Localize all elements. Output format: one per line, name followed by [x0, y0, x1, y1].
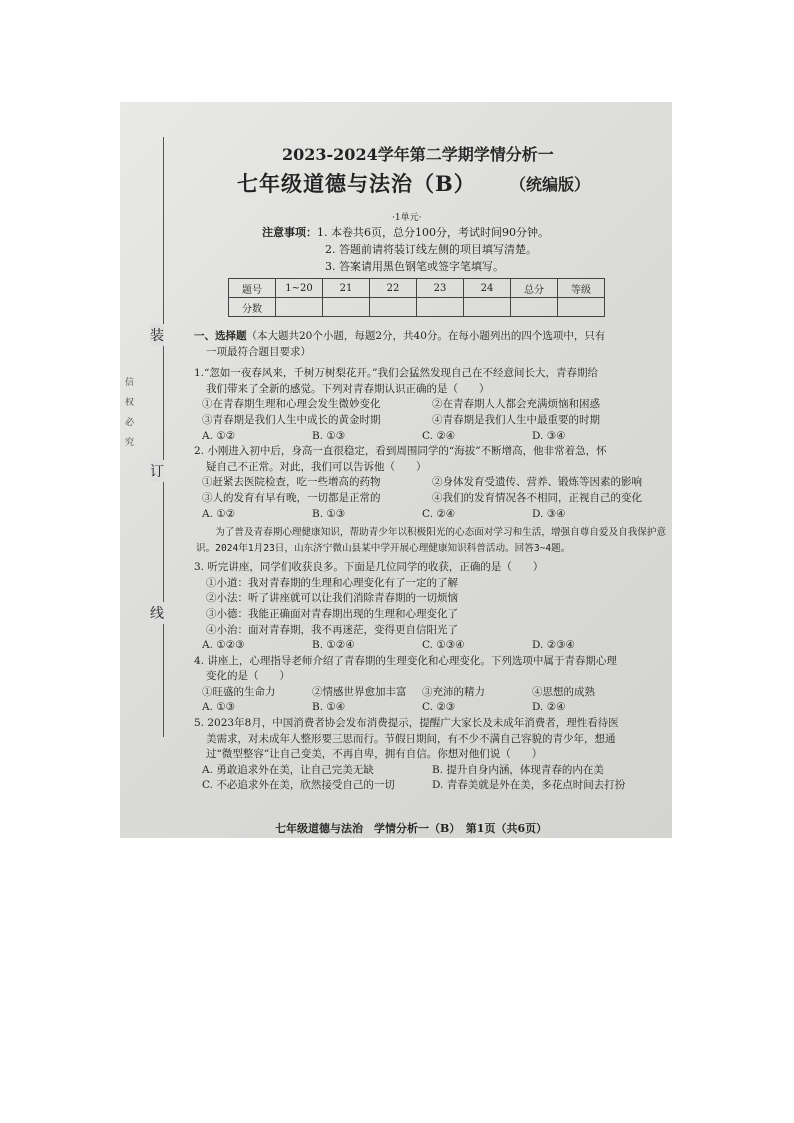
q2-statement: ②身体发育受遗传、营养、锻炼等因素的影响: [432, 476, 642, 489]
exam-subject-title: 七年级道德与法治（B）: [237, 171, 476, 196]
q1-statement: ②在青春期人人都会充满烦恼和困惑: [432, 398, 600, 411]
score-cell[interactable]: [417, 298, 464, 317]
q2-stem-cont: 疑自己不正常。对此，我们可以告诉他（ ）: [206, 460, 427, 473]
q5-option-a: A. 勇敢追求外在美，让自己完美无缺: [202, 763, 374, 776]
q2-statement: ④我们的发育情况各不相同，正视自己的变化: [432, 491, 642, 504]
binding-char-ding: 订: [150, 460, 164, 482]
q3-option-b: B. ①②④: [312, 639, 355, 652]
q1-option-a: A. ①②: [202, 429, 236, 442]
exam-unit: ·1单元·: [392, 213, 422, 223]
q3-option-c: C. ①③④: [422, 639, 465, 652]
q1-statement: ①在青春期生理和心理会发生微妙变化: [202, 398, 381, 411]
q2-option-b: B. ①③: [312, 507, 346, 520]
q5-stem-cont: 过“微型整容”让自己变美，不再自卑，拥有自信。你想对他们说（ ）: [206, 748, 543, 761]
exam-edition: （统编版）: [510, 175, 591, 194]
q3-statement: ②小法：听了讲座就可以让我们消除青春期的一切烦恼: [206, 592, 458, 605]
score-cell[interactable]: [558, 298, 605, 317]
q5-option-d: D. 青春美就是外在美，多花点时间去打扮: [432, 779, 626, 792]
q4-option-a: A. ①③: [202, 701, 236, 714]
q1-option-b: B. ①③: [312, 429, 346, 442]
score-cell[interactable]: [323, 298, 370, 317]
notice-block: [262, 224, 549, 275]
q1-option-d: D. ③④: [532, 429, 566, 442]
exam-term-title: 2023-2024学年第二学期学情分析一: [282, 145, 554, 164]
q3-statement: ①小道：我对青春期的生理和心理变化有了一定的了解: [206, 576, 458, 589]
material-passage: 为了普及青春期心理健康知识，帮助青少年以积极阳光的心态面对学习和生活，增强自尊自爱及自我保护意识。2024年1月23日，山东济宁微山县某中学开展心理健康知识科普活动。回答3~4题。: [196, 527, 667, 555]
q4-option-b: B. ①④: [312, 701, 346, 714]
score-header-cell: 21: [323, 279, 370, 298]
score-header-cell: 总分: [511, 279, 558, 298]
q1-stem-cont: 我们带来了全新的感觉。下列对青春期认识正确的是（ ）: [206, 382, 490, 395]
section-description: （本大题共20个小题，每题2分，共40分。在每小题列出的四个选项中，只有: [246, 330, 606, 342]
binding-line: [163, 137, 164, 737]
score-table: [228, 278, 605, 317]
q5-option-b: B. 提升自身内涵，体现青春的内在美: [432, 763, 604, 776]
q2-statement: ③人的发育有早有晚，一切都是正常的: [202, 491, 381, 504]
score-table-header-row: [229, 279, 605, 298]
q2-option-a: A. ①②: [202, 507, 236, 520]
notice-item: 3. 答案请用黑色钢笔或签字笔填写。: [325, 260, 504, 273]
q5-option-c: C. 不必追求外在美，欣然接受自己的一切: [202, 779, 395, 792]
q3-statement: ④小治：面对青春期，我不再迷茫，变得更自信阳光了: [206, 623, 458, 636]
q1-statement: ③青春期是我们人生中成长的黄金时期: [202, 413, 381, 426]
q1-statement: ④青春期是我们人生中最重要的时期: [432, 413, 600, 426]
q5-stem-cont: 美需求，对未成年人整形要三思而行。节假日期间，有不少不满自己容貌的青少年，想通: [206, 732, 616, 745]
binding-margin: [120, 102, 180, 838]
q4-option-d: D. ②④: [532, 701, 566, 714]
score-row-label: 分数: [229, 298, 276, 317]
section-heading: 一、选择题: [194, 330, 247, 342]
q4-option-c: C. ②③: [422, 701, 456, 714]
score-header-cell: 题号: [229, 279, 276, 298]
binding-side-text: 信 权 必 究: [123, 377, 133, 447]
score-cell[interactable]: [276, 298, 323, 317]
binding-char-zhuang: 装: [150, 324, 164, 346]
section-description-cont: 一项最符合题目要求）: [206, 345, 311, 358]
q2-option-c: C. ②④: [422, 507, 456, 520]
score-header-cell: 1~20: [276, 279, 323, 298]
q4-statement: ④思想的成熟: [532, 685, 595, 698]
score-header-cell: 23: [417, 279, 464, 298]
q4-statement: ②情感世界愈加丰富: [312, 685, 407, 698]
binding-char-xian: 线: [150, 602, 164, 624]
notice-item: 1. 本卷共6页，总分100分，考试时间90分钟。: [317, 226, 549, 239]
q4-stem-cont: 变化的是（ ）: [206, 670, 290, 683]
notice-label: 注意事项：: [262, 226, 317, 239]
q4-stem: 4. 讲座上，心理指导老师介绍了青春期的生理变化和心理变化。下列选项中属于青春期心理: [194, 654, 617, 667]
q1-option-c: C. ②④: [422, 429, 456, 442]
q3-stem: 3. 听完讲座，同学们收获良多。下面是几位同学的收获，正确的是（ ）: [194, 561, 544, 574]
q2-statement: ①赶紧去医院检查，吃一些增高的药物: [202, 476, 381, 489]
score-cell[interactable]: [464, 298, 511, 317]
exam-photo: [120, 102, 672, 838]
score-cell[interactable]: [511, 298, 558, 317]
q3-statement: ③小德：我能正确面对青春期出现的生理和心理变化了: [206, 607, 458, 620]
score-header-cell: 24: [464, 279, 511, 298]
page-footer: 七年级道德与法治 学情分析一（B） 第1页（共6页）: [275, 822, 548, 835]
q3-option-d: D. ②③④: [532, 639, 575, 652]
notice-item: 2. 答题前请将装订线左侧的项目填写清楚。: [325, 243, 537, 256]
question-section: [194, 329, 672, 794]
score-cell[interactable]: [370, 298, 417, 317]
q4-statement: ①旺盛的生命力: [202, 685, 276, 698]
score-header-cell: 22: [370, 279, 417, 298]
q1-stem: 1.“忽如一夜春风来，千树万树梨花开。”我们会猛然发现自己在不经意间长大，青春期给: [194, 367, 599, 380]
score-header-cell: 等级: [558, 279, 605, 298]
score-table-score-row: [229, 298, 605, 317]
q2-option-d: D. ③④: [532, 507, 566, 520]
q5-stem: 5. 2023年8月，中国消费者协会发布消费提示，提醒广大家长及未成年消费者，理性看待医: [194, 717, 619, 730]
q3-option-a: A. ①②③: [202, 639, 245, 652]
q2-stem: 2. 小刚进入初中后，身高一直很稳定，看到周围同学的“海拔”不断增高，他非常着急，怀: [194, 445, 607, 458]
q4-statement: ③充沛的精力: [422, 685, 485, 698]
